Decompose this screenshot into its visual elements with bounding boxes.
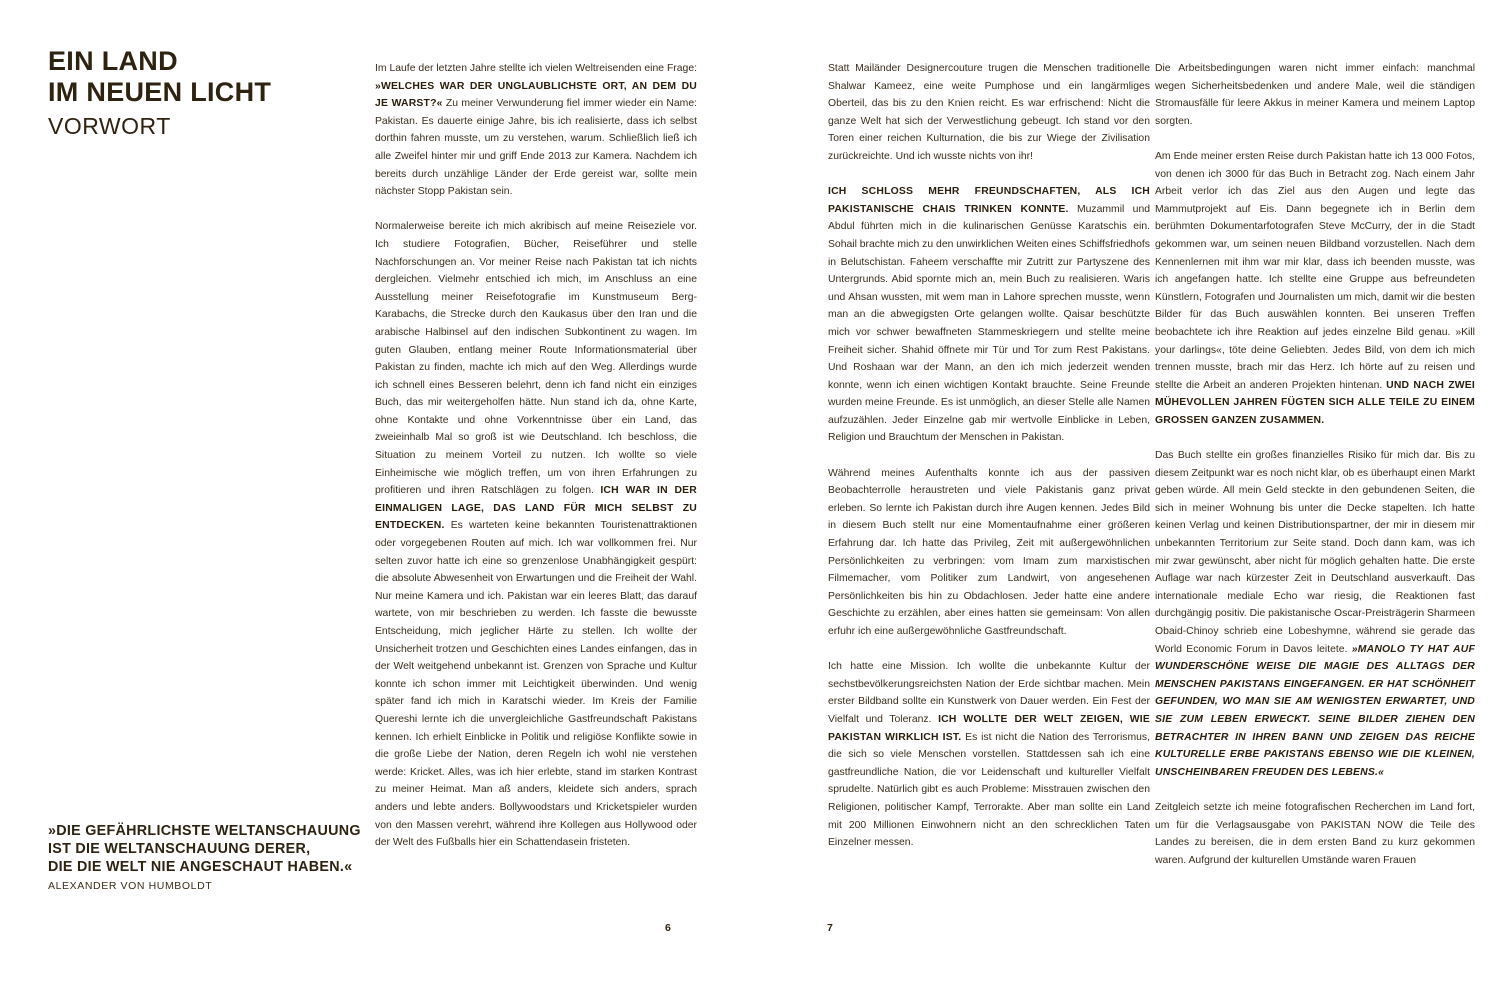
paragraph (828, 60, 1150, 166)
body-text: Zeitgleich setzte ich meine fotografischen Recherchen im Land fort, um für die Verlagsausgabe von PAKISTAN NOW die Teile des Landes zu bereisen, die in dem ersten Band zu kurz gekommen waren. Aufgrund der kulturellen Umstände waren Frauen (1155, 801, 1475, 866)
body-text: Muzammil und Abdul führten mich in die kulinarischen Genüsse Karatschis ein. Sohail brachte mich zu den unwirklichen Weiten eines Schiffsfriedhofs in Belutschistan. Faheem verschaffte mir Zutritt zur Partyszene des Untergrunds. Abid spornte mich an, mein Buch zu realisieren. Waris und Ahsan wussten, mit wem man in Lahore sprechen musste, wenn man an die abwegigsten Orte gelangen wollte. Qaisar beschützte mich vor schwer bewaffneten Stammeskriegern und stellte meine Freiheit sicher. Shahid öffnete mir Tür und Tor zum Rest Pakistans. Und Roshaan war der Mann, an den ich mich jederzeit wenden konnte, wenn ich einen wichtigen Kontakt brauchte. Seine Freunde wurden meine Freunde. Es ist unmöglich, an dieser Stelle alle Namen aufzuzählen. Jeder Einzelne gab mir wertvolle Einblicke in Leben, Religion und Brauchtum der Menschen in Pakistan. (828, 203, 1151, 444)
body-text: Am Ende meiner ersten Reise durch Pakistan hatte ich 13 000 Fotos, von denen ich 3000 für das Buch in Betracht zog. Nach einem Jahr Arbeit verlor ich das Ziel aus den Augen und legte das Mammutprojekt auf Eis. Dann begegnete ich in Berlin dem berühmten Dokumentarfotografen Steve McCurry, der in die Stadt gekommen war, um seinen neuen Bildband vorzustellen. Nach dem Kennenlernen mit ihm war mir klar, dass ich beenden musste, was ich angefangen hatte. Ich stellte eine Gruppe aus befreundeten Künstlern, Fotografen und Journalisten um mich, damit wir die besten Bilder für das Buch auswählen konnten. Bei unseren Treffen beobachtete ich ihre Reaktion auf jedes einzelne Bild genau. »Kill your darlings«, töte deine Geliebten. Jedes Bild, von dem ich mich trennen musste, brach mir das Herz. Ich hörte auf zu reisen und stellte die Arbeit an anderen Projekten hintenan. (1155, 150, 1475, 391)
emphasis-text: »WELCHES WAR DER UNGLAUBLICHSTE ORT, AN DEM DU JE WARST?« (375, 80, 697, 110)
body-text: Während meines Aufenthalts konnte ich aus der passiven Beobachterrolle heraustreten und viele Pakistanis ganz privat erleben. So lernte ich Pakistan durch ihre Augen kennen. Jedes Bild in diesem Buch stellt nur eine Momentaufnahme einer größeren Erfahrung dar. Ich hatte das Privileg, Zeit mit außergewöhnlichen Persönlichkeiten zu verbringen: vom Imam zum marxistischen Filmemacher, vom Politiker zum Landwirt, von angesehenen Persönlichkeiten bis hin zu Obdachlosen. Jeder hatte eine andere Geschichte zu erzählen, aber eines hatten sie gemeinsam: Von allen erfuhr ich eine außergewöhnliche Gastfreundschaft. (828, 467, 1150, 637)
paragraph (828, 465, 1150, 641)
emphasis-text: »MANOLO TY HAT AUF WUNDERSCHÖNE WEISE DIE MAGIE DES ALLTAGS DER MENSCHEN PAKISTANS EINGEFANGEN. ER HAT SCHÖNHEIT GEFUNDEN, WO MAN SIE AM WENIGSTEN ERWARTET, UND SIE ZUM LEBEN ERWECKT. SEINE BILDER ZIEHEN DEN BETRACHTER IN IHREN BANN UND ZEIGEN DAS REICHE KULTURELLE ERBE PAKISTANS EBENSO WIE DIE KLEINEN, UNSCHEINBAREN FREUDEN DES LEBENS.« (1155, 643, 1475, 778)
paragraph (828, 658, 1150, 852)
epigraph-line-1: »DIE GEFÄHRLICHSTE WELTANSCHAUUNG (48, 823, 361, 839)
text-column-3 (1155, 60, 1475, 869)
emphasis-text: ICH WAR IN DER EINMALIGEN LAGE, DAS LAND FÜR MICH SELBST ZU ENTDECKEN. (375, 485, 697, 532)
body-text: Zu meiner Verwunderung fiel immer wieder ein Name: Pakistan. Es dauerte einige Jahre, bis ich realisierte, dass ich selbst dorthin fahren musste, um zu verstehen, warum. Schließlich ließ ich alle Zweifel hinter mir und griff Ende 2013 zur Kamera. Nachdem ich bereits durch unzählige Länder der Erde gereist war, sollte mein nächster Stopp Pakistan sein. (375, 98, 697, 198)
body-text: Ich hatte eine Mission. Ich wollte die unbekannte Kultur der sechstbevölkerungsreichsten Nation der Erde sichtbar machen. Mein erster Bildband sollte ein Kunstwerk von Dauer werden. Ein Fest der Vielfalt und Toleranz. (828, 661, 1150, 725)
epigraph-line-2: IST DIE WELTANSCHAUUNG DERER, (48, 841, 311, 857)
paragraph (375, 218, 697, 851)
emphasis-text: ICH SCHLOSS MEHR FREUNDSCHAFTEN, ALS ICH PAKISTANISCHE CHAIS TRINKEN KONNTE. (828, 186, 1150, 215)
epigraph-quote (48, 822, 361, 876)
text-column-1 (375, 60, 697, 852)
title-line-1: EIN LAND (48, 46, 178, 76)
paragraph (1155, 60, 1475, 130)
body-text: Das Buch stellte ein großes finanzielles Risiko für mich dar. Bis zu diesem Zeitpunkt war es noch nicht klar, ob es überhaupt einen Markt geben würde. All mein Geld steckte in den gebundenen Seiten, die sich in meiner Wohnung bis unter die Decke stapelten. Ich hatte keinen Verlag und keinen Distributionspartner, der mir in diesem mir unbekannten Territorium zur Seite stand. Doch dann kam, was ich mir zwar gewünscht, aber nicht für möglich gehalten hatte. Die erste Auflage war nach kürzester Zeit in Deutschland ausverkauft. Das internationale mediale Echo war riesig, die Reaktionen fast durchgängig positiv. Die pakistanische Oscar-Preisträgerin Sharmeen Obaid-Chinoy schrieb eine Lobeshymne, während sie gerade das World Economic Forum in Davos leitete. (1155, 450, 1475, 655)
epigraph-line-3: DIE DIE WELT NIE ANGESCHAUT HABEN.« (48, 859, 353, 875)
page-number-right: 7 (827, 922, 833, 934)
page-subtitle: VORWORT (48, 113, 171, 139)
body-text: Normalerweise bereite ich mich akribisch auf meine Reiseziele vor. Ich studiere Fotografien, Bücher, Reiseführer und stelle Nachforschungen an. Vor meiner Reise nach Pakistan tat ich nichts dergleichen. Vielmehr entschied ich mich, im Anschluss an eine Ausstellung meiner Reisefotografie im Kunstmuseum Berg-Karabachs, die Strecke durch den Kaukasus über den Iran und die arabische Halbinsel auf den indischen Subkontinent zu wagen. Im guten Glauben, entlang meiner Route Informationsmaterial über Pakistan zu finden, machte ich mich auf den Weg. Allerdings wurde ich schnell eines Besseren belehrt, denn ich fand nicht ein einziges Buch, das mir weitergeholfen hätte. Nun stand ich da, ohne Karte, ohne Kontakte und ohne Vorkenntnisse über ein Land, das zweieinhalb Mal so groß ist wie Deutschland. Ich beschloss, die Situation zu meinem Vorteil zu nutzen. Ich wollte so viele Einheimische wie möglich treffen, um von ihren Erfahrungen zu profitieren und ihren Ratschlägen zu folgen. (375, 221, 697, 497)
body-text: Im Laufe der letzten Jahre stellte ich vielen Weltreisenden eine Frage: (375, 63, 697, 74)
paragraph (1155, 447, 1475, 781)
body-text: Statt Mailänder Designercouture trugen die Menschen traditionelle Shalwar Kameez, eine weite Pumphose und ein langärmliges Oberteil, das bis zu den Knien reicht. Es war erfrischend: Nicht die ganze Welt hat sich der Verwestlichung gebeugt. Ich stand vor den Toren einer reichen Kulturnation, die bis zur Wiege der Zivilisation zurückreichte. Und ich wusste nichts von ihr! (828, 63, 1150, 162)
text-column-2 (828, 60, 1150, 852)
emphasis-text: ICH WOLLTE DER WELT ZEIGEN, WIE PAKISTAN WIRKLICH IST. (828, 713, 1150, 743)
paragraph (1155, 148, 1475, 430)
epigraph-author: ALEXANDER VON HUMBOLDT (48, 880, 213, 892)
paragraph (828, 183, 1150, 447)
body-text: Es warteten keine bekannten Touristenattraktionen oder vorgegebenen Routen auf mich. Ich war vollkommen frei. Nur selten zuvor hatte ich eine so grenzenlose Unabhängigkeit gespürt: die absolute Abwesenheit von Erwartungen und die Freiheit der Wahl. Nur meine Kamera und ich. Pakistan war ein leeres Blatt, das darauf wartete, von mir beschrieben zu werden. Ich fasste die bewusste Entscheidung, mich jeglicher Härte zu stellen. Ich wollte der Unsicherheit trotzen und Geschichten eines Landes einfangen, das in der Welt weitgehend unbekannt ist. Grenzen von Sprache und Kultur konnte ich schon immer mit Leichtigkeit überwinden. Und wenig später fand ich mich in Karatschi wieder. Im Kreis der Familie Quereshi lernte ich die unvergleichliche Gastfreundschaft Pakistans kennen. Ich erhielt Einblicke in Politik und religiöse Konflikte sowie in die große Liebe der Nation, deren Regeln ich wohl nie verstehen werde: Kricket. Alles, was ich hier erlebte, stand im starken Kontrast zu meiner Heimat. Man aß anders, kleidete sich anders, sprach anders und lebte anders. Bollywoodstars und Kricketspieler wurden von den Massen verehrt, während ihre Kollegen aus Hollywood oder der Welt des Fußballs hier ein Schattendasein fristeten. (375, 520, 697, 849)
paragraph (1155, 799, 1475, 869)
body-text: Es ist nicht die Nation des Terrorismus, die sich so viele Menschen vorstellen. Stattdessen sah ich eine gastfreundliche Nation, die vor Leidenschaft und kultureller Vielfalt sprudelte. Natürlich gibt es auch Probleme: Misstrauen zwischen den Religionen, politischer Kampf, Terrorakte. Aber man sollte ein Land mit 200 Millionen Einwohnern nicht an den schrecklichen Taten Einzelner messen. (828, 731, 1150, 849)
page-number-left: 6 (665, 922, 671, 934)
body-text: Die Arbeitsbedingungen waren nicht immer einfach: manchmal wegen Sicherheitsbedenken und andere Male, weil die ständigen Stromausfälle für leere Akkus in meiner Kamera und meinem Laptop sorgten. (1155, 63, 1475, 127)
paragraph (375, 60, 697, 201)
title-line-2: IM NEUEN LICHT (48, 77, 272, 107)
emphasis-text: UND NACH ZWEI MÜHEVOLLEN JAHREN FÜGTEN SICH ALLE TEILE ZU EINEM GROSSEN GANZEN ZUSAMMEN. (1155, 379, 1475, 426)
page-title (48, 46, 271, 108)
